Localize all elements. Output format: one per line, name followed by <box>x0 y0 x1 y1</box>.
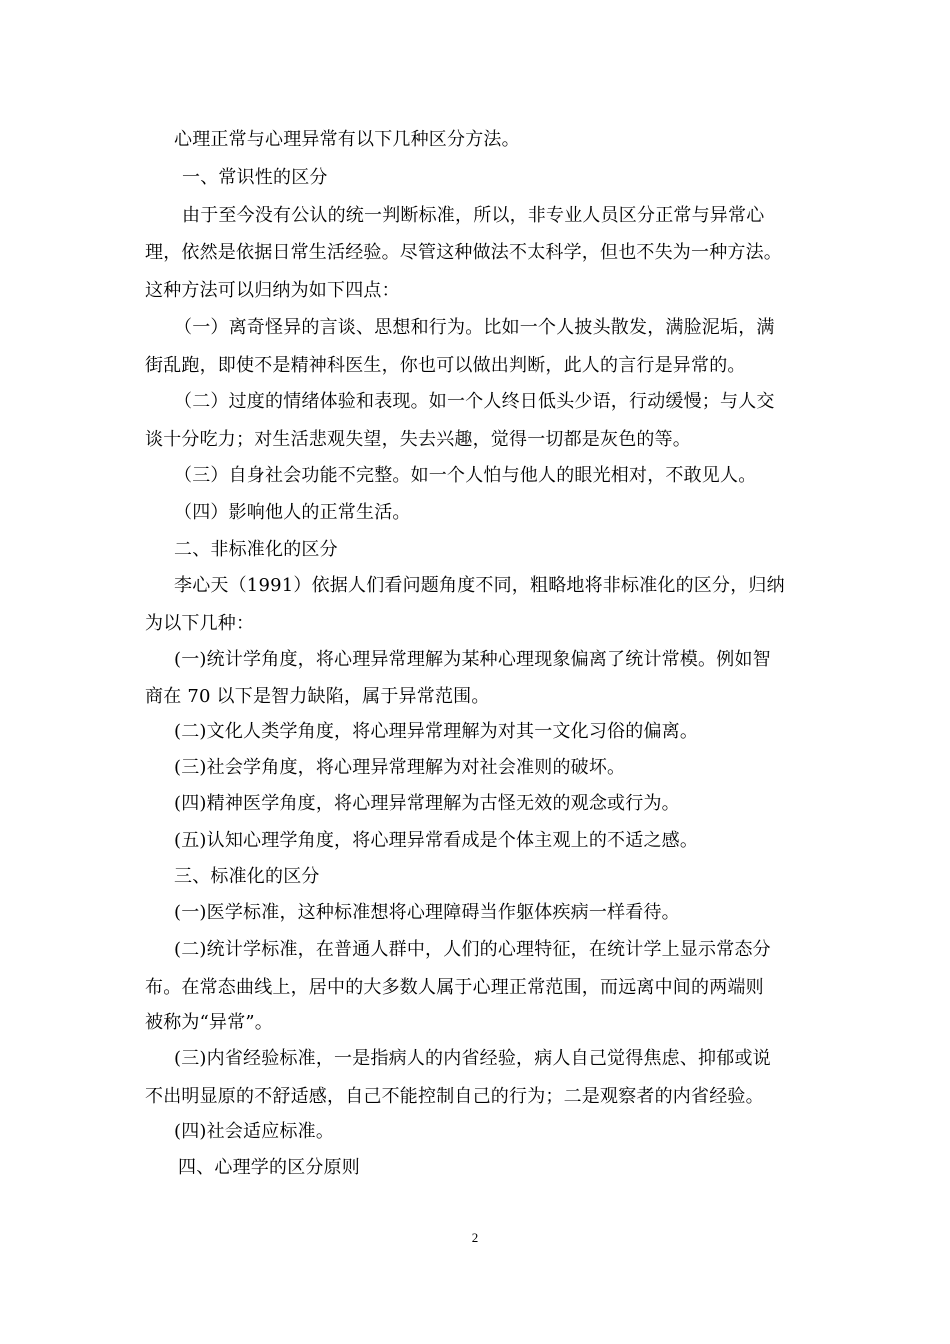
list-item-line: (二)文化人类学角度，将心理异常理解为对其一文化习俗的偏离。 <box>174 721 699 742</box>
list-item-line: (三)内省经验标准，一是指病人的内省经验，病人自己觉得焦虑、抑郁或说 <box>174 1048 771 1069</box>
list-item-line: (四)精神医学角度，将心理异常理解为古怪无效的观念或行为。 <box>174 793 680 814</box>
list-item-line: 布。在常态曲线上，居中的大多数人属于心理正常范围，而远离中间的两端则 <box>145 977 764 998</box>
paragraph-line: 理，依然是依据日常生活经验。尽管这种做法不太科学，但也不失为一种方法。 <box>145 242 782 263</box>
list-item-line: （三）自身社会功能不完整。如一个人怕与他人的眼光相对，不敢见人。 <box>174 465 757 486</box>
page-number: 2 <box>471 1230 479 1245</box>
list-item-line: （四）影响他人的正常生活。 <box>174 502 411 523</box>
list-item-line: 被称为“异常”。 <box>145 1012 274 1033</box>
paragraph-line: 由于至今没有公认的统一判断标准，所以，非专业人员区分正常与异常心 <box>182 205 765 226</box>
list-item-line: (一)医学标准，这种标准想将心理障碍当作躯体疾病一样看待。 <box>174 902 680 923</box>
intro-line: 心理正常与心理异常有以下几种区分方法。 <box>174 129 520 150</box>
list-item-line: （一）离奇怪异的言谈、思想和行为。比如一个人披头散发，满脸泥垢，满 <box>174 317 775 338</box>
list-item-line: 商在 70 以下是智力缺陷，属于异常范围。 <box>145 686 490 707</box>
section-heading-2: 二、非标准化的区分 <box>174 539 338 560</box>
list-item-line: （二）过度的情绪体验和表现。如一个人终日低头少语，行动缓慢；与人交 <box>174 391 775 412</box>
section-heading-1: 一、常识性的区分 <box>182 167 328 188</box>
section-heading-4: 四、心理学的区分原则 <box>178 1157 360 1178</box>
list-item-line: (一)统计学角度，将心理异常理解为某种心理现象偏离了统计常模。例如智 <box>174 649 771 670</box>
paragraph-line: 李心天（1991）依据人们看问题角度不同，粗略地将非标准化的区分，归纳 <box>174 575 785 596</box>
list-item-line: (四)社会适应标准。 <box>174 1121 335 1142</box>
section-heading-3: 三、标准化的区分 <box>174 866 320 887</box>
paragraph-line: 这种方法可以归纳为如下四点： <box>145 280 400 301</box>
list-item-line: (三)社会学角度，将心理异常理解为对社会准则的破坏。 <box>174 757 626 778</box>
list-item-line: 不出明显原的不舒适感，自己不能控制自己的行为；二是观察者的内省经验。 <box>145 1086 764 1107</box>
paragraph-line: 为以下几种： <box>145 613 255 634</box>
list-item-line: 谈十分吃力；对生活悲观失望，失去兴趣，觉得一切都是灰色的等。 <box>145 429 691 450</box>
list-item-line: (二)统计学标准，在普通人群中，人们的心理特征，在统计学上显示常态分 <box>174 939 771 960</box>
list-item-line: 街乱跑，即使不是精神科医生，你也可以做出判断，此人的言行是异常的。 <box>145 355 746 376</box>
list-item-line: (五)认知心理学角度，将心理异常看成是个体主观上的不适之感。 <box>174 830 699 851</box>
